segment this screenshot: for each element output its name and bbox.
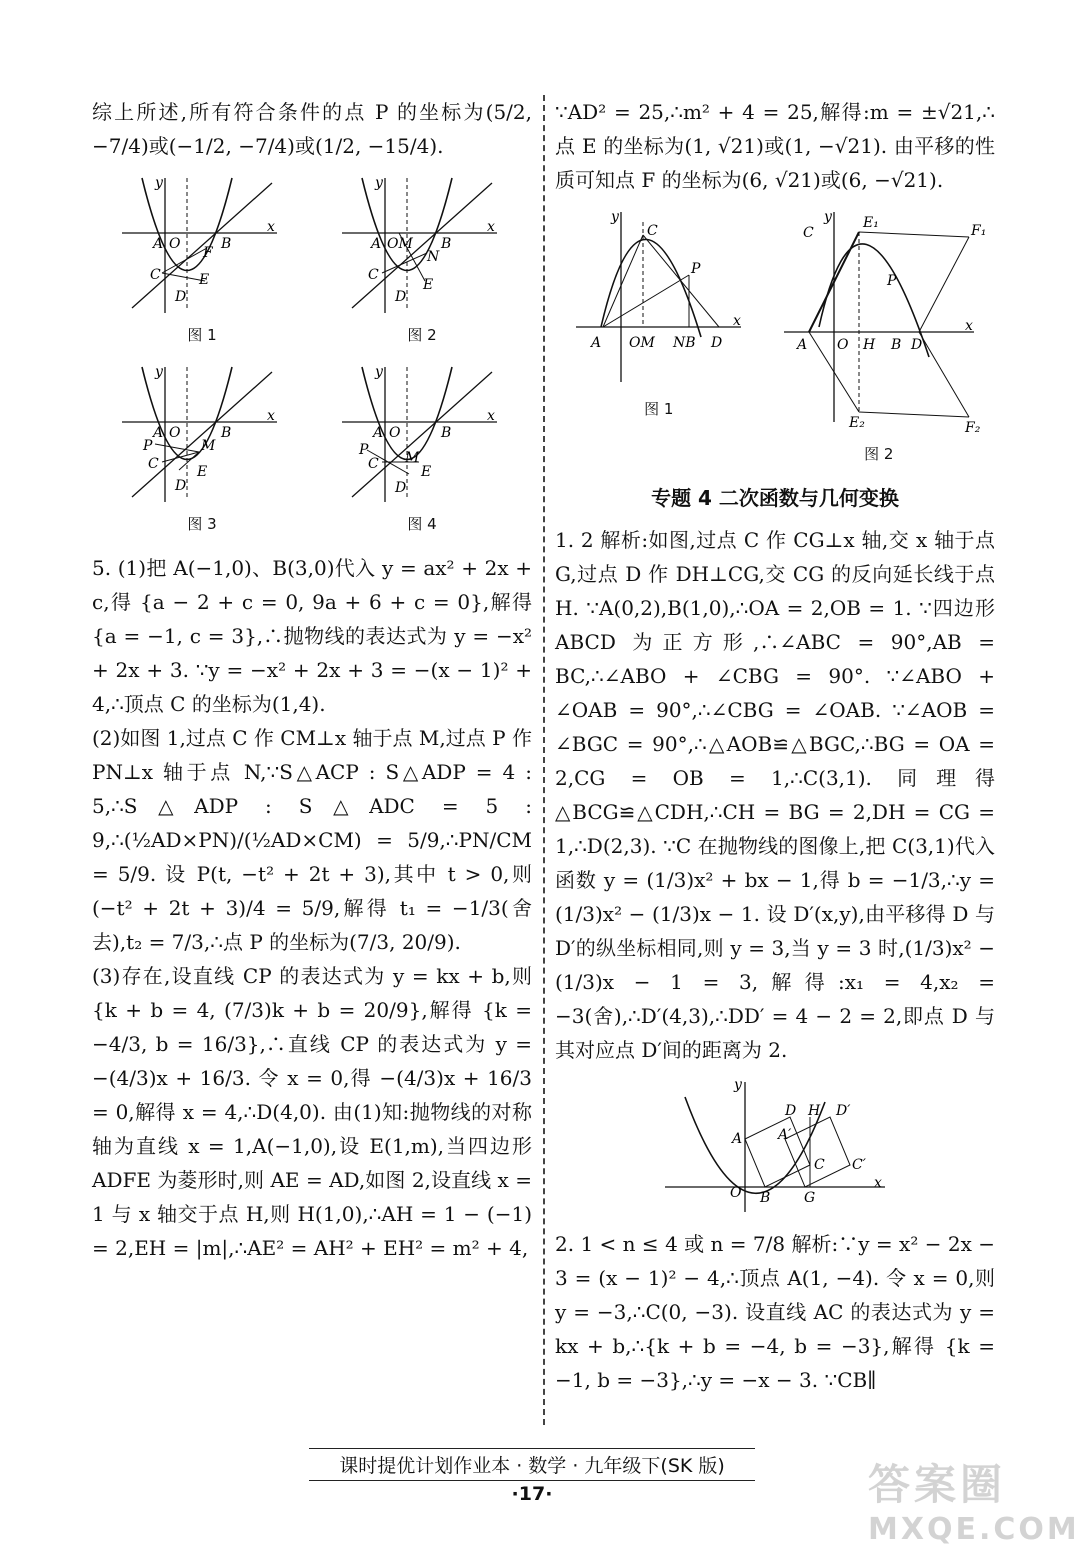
svg-text:x: x (487, 219, 495, 235)
svg-text:x: x (267, 408, 275, 424)
q1-figure (660, 1077, 890, 1217)
svg-text:B: B (221, 236, 232, 252)
svg-text:y: y (611, 209, 620, 225)
svg-text:D: D (711, 335, 723, 351)
figure-row-top (92, 173, 532, 352)
svg-text:C: C (150, 267, 161, 283)
svg-text:OM: OM (387, 236, 413, 252)
svg-text:G: G (804, 1190, 816, 1206)
right-figure-2 (779, 207, 987, 471)
svg-text:C: C (802, 225, 814, 241)
svg-text:N: N (427, 249, 440, 265)
svg-text:E₁: E₁ (862, 215, 879, 231)
svg-text:C: C (647, 223, 658, 239)
left-column (92, 95, 532, 1265)
svg-text:B: B (760, 1190, 771, 1206)
figure-2 (337, 173, 507, 352)
svg-text:A: A (373, 425, 384, 441)
svg-text:F: F (203, 245, 213, 261)
svg-text:P: P (143, 438, 153, 454)
svg-text:P: P (359, 442, 369, 458)
right-figure-1-label: 图 1 (644, 400, 674, 418)
svg-text:D: D (395, 480, 407, 496)
svg-text:OM: OM (629, 335, 656, 351)
svg-text:C: C (148, 456, 159, 472)
intro-paragraph: 综上所述,所有符合条件的点 P 的坐标为(5/2, −7/4)或(−1/2, −7/4)或(1/2, −15/4). (92, 100, 532, 158)
svg-text:A: A (371, 236, 382, 252)
svg-text:y: y (375, 364, 383, 380)
svg-text:x: x (267, 219, 275, 235)
svg-text:H: H (808, 1103, 821, 1119)
figure-2-label: 图 2 (407, 326, 437, 344)
question-2: 2. 1 < n ≤ 4 或 n = 7/8 解析:∵y = x² − 2x − 3 = (x − 1)² − 4,∴顶点 A(1, −4). 令 x = 0,则 y = −3,∴C(0, −3). 设直线 AC 的表达式为 y = kx + b,∴{k + b = −4, b = −3},解得 {k = −1, b = −3},∴y = −x − 3. ∵CB∥ (555, 1232, 995, 1392)
svg-text:D: D (785, 1103, 797, 1119)
svg-text:D: D (175, 478, 187, 494)
svg-text:H: H (862, 337, 875, 353)
svg-text:A: A (796, 337, 807, 353)
svg-text:x: x (487, 408, 495, 424)
svg-text:C: C (368, 267, 379, 283)
q5-part1: 5. (1)把 A(−1,0)、B(3,0)代入 y = ax² + 2x + c,得 {a − 2 + c = 0, 9a + 6 + c = 0},解得 {a = −1, c = 3},∴抛物线的表达式为 y = −x² + 2x + 3. ∵y = −x² + 2x + 3 = −(x − 1)² + 4,∴顶点 C 的坐标为(1,4). (92, 556, 532, 716)
page-number: ·17· (511, 1483, 553, 1505)
figure-4 (337, 362, 507, 541)
svg-text:y: y (155, 364, 163, 380)
svg-text:F₁: F₁ (970, 223, 987, 239)
column-divider (543, 95, 545, 1425)
svg-text:NB: NB (673, 335, 696, 351)
svg-text:M: M (201, 438, 216, 454)
section-title: 专题 4 二次函数与几何变换 (651, 486, 899, 510)
svg-text:P: P (886, 273, 897, 289)
figure-1-label: 图 1 (187, 326, 217, 344)
right-column (555, 95, 995, 1397)
svg-text:D: D (395, 289, 407, 305)
svg-text:y: y (155, 175, 163, 191)
svg-text:B: B (441, 236, 452, 252)
svg-text:A: A (153, 425, 164, 441)
svg-text:B: B (221, 425, 232, 441)
svg-text:A′: A′ (778, 1127, 792, 1143)
svg-text:C: C (368, 456, 379, 472)
right-figure-1 (571, 207, 746, 471)
continuation-paragraph: ∵AD² = 25,∴m² + 4 = 25,解得:m = ±√21,∴点 E 的坐标为(1, √21)或(1, −√21). 由平移的性质可知点 F 的坐标为(6, √21)或(6, −√21). (555, 100, 995, 192)
svg-text:E: E (199, 272, 210, 288)
svg-text:C′: C′ (852, 1157, 866, 1173)
svg-text:y: y (734, 1077, 742, 1093)
figure-4-label: 图 4 (407, 515, 437, 533)
svg-text:P: P (691, 261, 701, 277)
watermark-line-1: 答案圈 (868, 1460, 1007, 1509)
figure-3-label: 图 3 (187, 515, 217, 533)
svg-text:E: E (197, 464, 208, 480)
svg-text:C: C (814, 1157, 825, 1173)
svg-text:E: E (423, 277, 434, 293)
figure-1 (117, 173, 287, 352)
svg-text:D′: D′ (836, 1103, 851, 1119)
right-figure-2-label: 图 2 (864, 445, 894, 463)
svg-text:E: E (421, 464, 432, 480)
svg-text:O: O (169, 236, 181, 252)
svg-text:A: A (591, 335, 602, 351)
svg-text:D: D (910, 337, 922, 353)
watermark-line-2: MXQE.COM (868, 1512, 1080, 1547)
svg-text:O: O (389, 425, 401, 441)
svg-text:x: x (733, 313, 742, 329)
q5-part3: (3)存在,设直线 CP 的表达式为 y = kx + b,则 {k + b = 4, (7/3)k + b = 20/9},解得 {k = −4/3, b = 16/3},∴直线 CP 的表达式为 y = −(4/3)x + 16/3. 令 x = 0,得 −(4/3)x + 16/3 = 0,解得 x = 4,∴D(4,0). 由(1)知:抛物线的对称轴为直线 x = 1,A(−1,0),设 E(1,m),当四边形 ADFE 为菱形时,则 AE = AD,如图 2,设直线 x = 1 与 x 轴交于点 H,则 H(1,0),∴AH = 1 − (−1) = 2,EH = |m|,∴AE² = AH² + EH² = m² + 4, (92, 964, 532, 1260)
svg-text:B: B (890, 337, 902, 353)
q5-part2: (2)如图 1,过点 C 作 CM⊥x 轴于点 M,过点 P 作 PN⊥x 轴于点 N,∵S△ACP : S△ADP = 4 : 5,∴S△ADP : S△ADC = 5 : 9,∴(½AD×PN)/(½AD×CM) = 5/9,∴PN/CM = 5/9. 设 P(t, −t² + 2t + 3),其中 t > 0,则 (−t² + 2t + 3)/4 = 5/9,解得 t₁ = −1/3(舍去),t₂ = 7/3,∴点 P 的坐标为(7/3, 20/9). (92, 726, 532, 954)
figure-row-right (555, 207, 995, 471)
svg-text:x: x (874, 1175, 882, 1191)
svg-text:F₂: F₂ (964, 420, 981, 436)
svg-text:D: D (175, 289, 187, 305)
svg-text:O: O (169, 425, 181, 441)
svg-text:y: y (375, 175, 383, 191)
book-title: 课时提优计划作业本 · 数学 · 九年级下(SK 版) (309, 1448, 755, 1481)
svg-text:M: M (405, 450, 420, 466)
svg-text:O: O (836, 337, 849, 353)
svg-text:A: A (732, 1131, 743, 1147)
watermark-logo (868, 1452, 1080, 1547)
question-1: 1. 2 解析:如图,过点 C 作 CG⊥x 轴,交 x 轴于点 G,过点 D 作 DH⊥CG,交 CG 的反向延长线于点 H. ∵A(0,2),B(1,0),∴OA = 2,OB = 1. ∵四边形 ABCD 为正方形,∴∠ABC = 90°,AB = BC,∴∠ABO + ∠CBG = 90°. ∵∠ABO + ∠OAB = 90°,∴∠CBG = ∠OAB. ∵∠AOB = ∠BGC = 90°,∴△AOB≌△BGC,∴BG = OA = 2,CG = OB = 1,∴C(3,1). 同理得△BCG≌△CDH,∴CH = BG = 2,DH = CG = 1,∴D(2,3). ∵C 在抛物线的图像上,把 C(3,1)代入函数 y = (1/3)x² + bx − 1,得 b = −1/3,∴y = (1/3)x² − (1/3)x − 1. 设 D′(x,y),由平移得 D 与 D′的纵坐标相同,则 y = 3,当 y = 3 时,(1/3)x² − (1/3)x − 1 = 3,解得:x₁ = 4,x₂ = −3(舍),∴D′(4,3),∴DD′ = 4 − 2 = 2,即点 D 与其对应点 D′间的距离为 2. (555, 528, 995, 1062)
svg-text:E₂: E₂ (848, 415, 865, 431)
svg-text:A: A (153, 236, 164, 252)
svg-text:O: O (730, 1185, 742, 1201)
svg-text:y: y (823, 209, 832, 225)
svg-text:B: B (441, 425, 452, 441)
svg-text:x: x (964, 318, 973, 334)
figure-row-bottom (92, 362, 532, 541)
figure-3 (117, 362, 287, 541)
q1-figure-row (555, 1077, 995, 1217)
